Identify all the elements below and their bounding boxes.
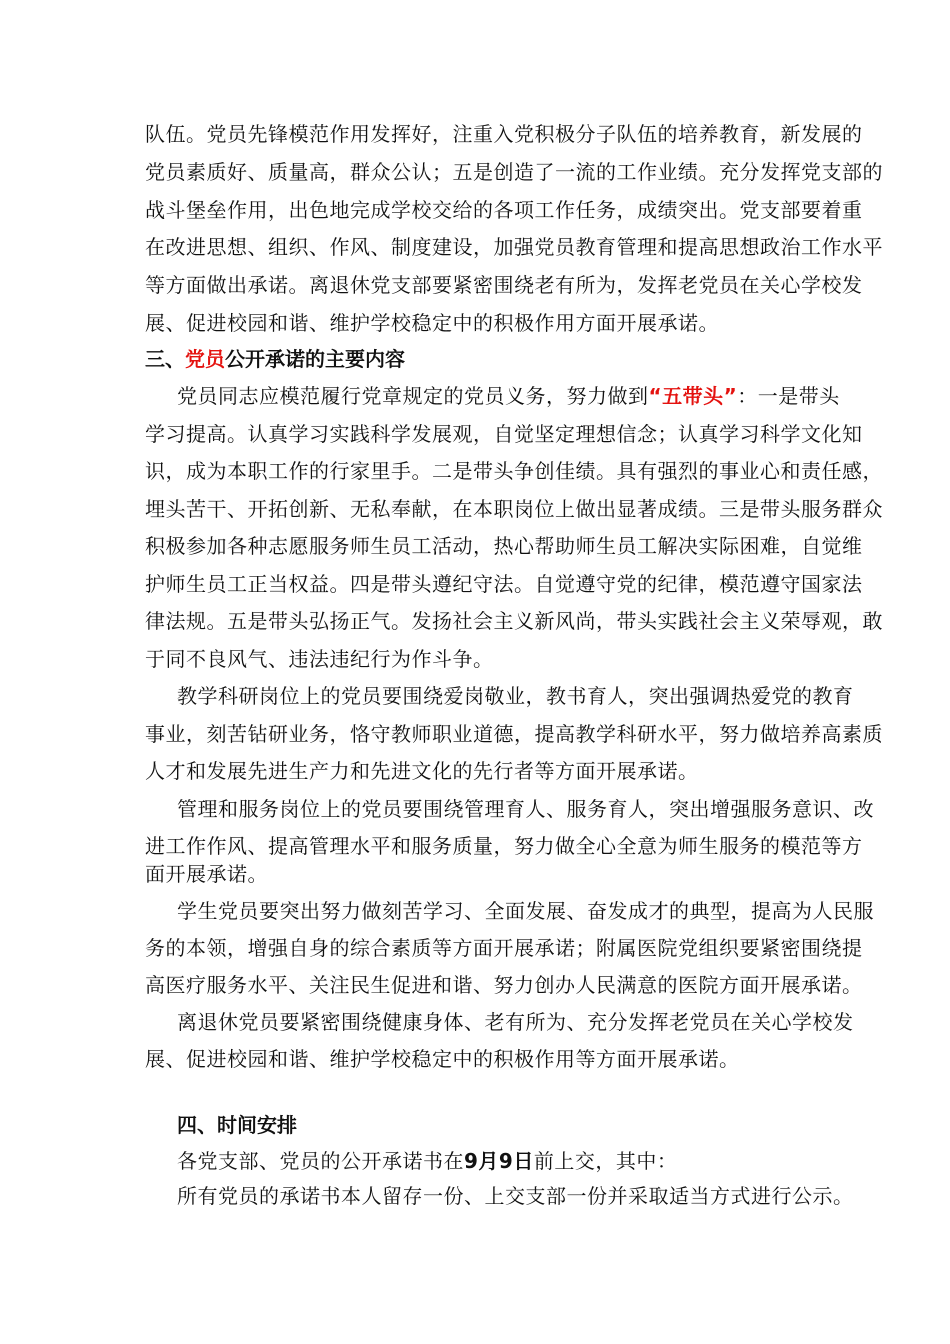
paragraph1-line-6: 展、促进校园和谐、维护学校稳定中的积极作用方面开展承诺。 (145, 311, 719, 335)
paragraph1-line-2: 党员素质好、质量高，群众公认；五是创造了一流的工作业绩。充分发挥党支部的 (145, 160, 883, 184)
paragraph5-line-1: 学生党员要突出努力做刻苦学习、全面发展、奋发成才的典型，提高为人民服 (177, 899, 874, 923)
paragraph2-first-before: 党员同志应模范履行党章规定的党员义务，努力做到 (177, 384, 649, 408)
paragraph3-line-3: 人才和发展先进生产力和先进文化的先行者等方面开展承诺。 (145, 759, 699, 783)
five-leads-highlight: “五带头” (648, 384, 738, 408)
paragraph2-line-3: 识，成为本职工作的行家里手。二是带头争创佳绩。具有强烈的事业心和责任感， (145, 459, 883, 483)
section3-heading (145, 346, 405, 372)
paragraph4-line-1: 管理和服务岗位上的党员要围绕管理育人、服务育人，突出增强服务意识、改 (177, 797, 874, 821)
paragraph1-line-3: 战斗堡垒作用，出色地完成学校交给的各项工作任务，成绩突出。党支部要着重 (145, 198, 863, 222)
paragraph4-line-2: 进工作作风、提高管理水平和服务质量，努力做全心全意为师生服务的模范等方 (145, 834, 863, 858)
section4-heading: 四、时间安排 (177, 1113, 297, 1137)
section3-prefix: 三、 (145, 347, 185, 371)
section3-highlight: 党员 (185, 347, 225, 371)
paragraph2-first-after: ：一是带头 (737, 384, 840, 408)
paragraph2-line-5: 积极参加各种志愿服务师生员工活动，热心帮助师生员工解决实际困难，自觉维 (145, 534, 863, 558)
paragraph7-before: 各党支部、党员的公开承诺书在 (177, 1149, 464, 1173)
paragraph1-line-4: 在改进思想、组织、作风、制度建设，加强党员教育管理和提高思想政治工作水平 (145, 235, 883, 259)
paragraph4-line-3: 面开展承诺。 (145, 862, 268, 886)
paragraph5-line-3: 高医疗服务水平、关注民生促进和谐、努力创办人民满意的医院方面开展承诺。 (145, 973, 863, 997)
paragraph3-line-1: 教学科研岗位上的党员要围绕爱岗敬业，教书育人，突出强调热爱党的教育 (177, 684, 854, 708)
paragraph7-after: 前上交，其中： (533, 1149, 678, 1173)
paragraph2-line-4: 埋头苦干、开拓创新、无私奉献，在本职岗位上做出显著成绩。三是带头服务群众 (145, 497, 883, 521)
section3-suffix: 公开承诺的主要内容 (225, 347, 405, 371)
paragraph6-line-2: 展、促进校园和谐、维护学校稳定中的积极作用等方面开展承诺。 (145, 1047, 740, 1071)
paragraph2-first-line (177, 383, 840, 409)
deadline-date: 9月9日 (464, 1149, 534, 1173)
paragraph3-line-2: 事业，刻苦钻研业务，恪守教师职业道德，提高教学科研水平，努力做培养高素质 (145, 722, 883, 746)
paragraph2-line-2: 学习提高。认真学习实践科学发展观，自觉坚定理想信念；认真学习科学文化知 (145, 422, 863, 446)
paragraph7 (177, 1148, 677, 1174)
paragraph2-line-7: 律法规。五是带头弘扬正气。发扬社会主义新风尚，带头实践社会主义荣辱观，敢 (145, 609, 883, 633)
paragraph1-line-1: 队伍。党员先锋模范作用发挥好，注重入党积极分子队伍的培养教育，新发展的 (145, 122, 863, 146)
paragraph2-line-8: 于同不良风气、违法违纪行为作斗争。 (145, 647, 494, 671)
paragraph1-line-5: 等方面做出承诺。离退休党支部要紧密围绕老有所为，发挥老党员在关心学校发 (145, 273, 863, 297)
paragraph8: 所有党员的承诺书本人留存一份、上交支部一份并采取适当方式进行公示。 (177, 1184, 854, 1208)
paragraph6-line-1: 离退休党员要紧密围绕健康身体、老有所为、充分发挥老党员在关心学校发 (177, 1010, 854, 1034)
paragraph5-line-2: 务的本领，增强自身的综合素质等方面开展承诺；附属医院党组织要紧密围绕提 (145, 936, 863, 960)
paragraph2-line-6: 护师生员工正当权益。四是带头遵纪守法。自觉遵守党的纪律，模范遵守国家法 (145, 572, 863, 596)
